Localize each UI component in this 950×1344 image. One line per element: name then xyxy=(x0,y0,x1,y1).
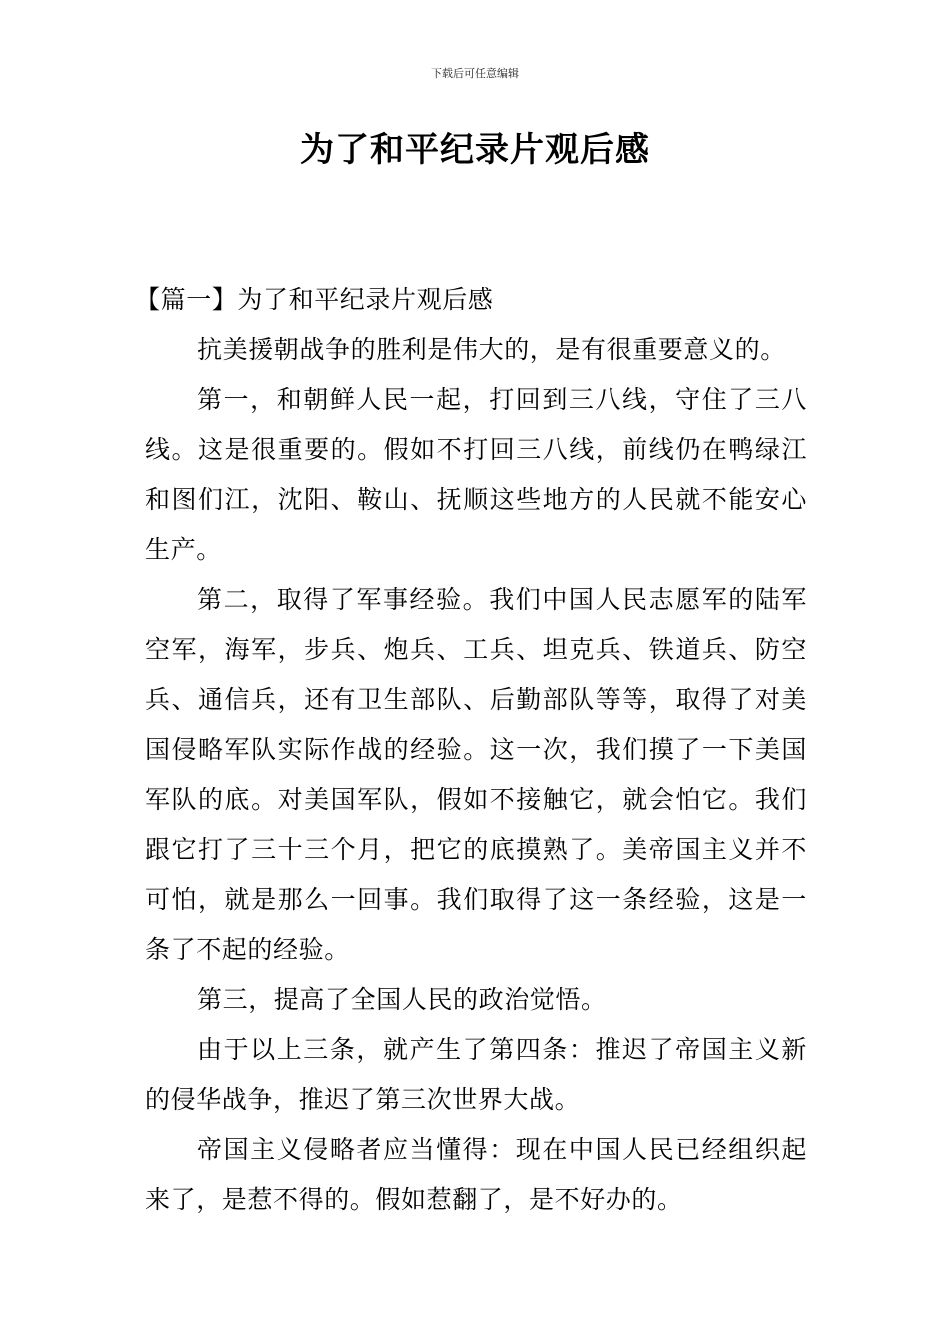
paragraph: 由于以上三条，就产生了第四条：推迟了帝国主义新的侵华战争，推迟了第三次世界大战。 xyxy=(145,1035,807,1114)
document-body xyxy=(135,275,807,1225)
paragraph: 第三，提高了全国人民的政治觉悟。 xyxy=(197,985,607,1014)
section-heading: 【篇一】为了和平纪录片观后感 xyxy=(135,285,494,314)
paragraph: 第二，取得了军事经验。我们中国人民志愿军的陆军空军，海军，步兵、炮兵、工兵、坦克兵、铁道兵、防空兵、通信兵，还有卫生部队、后勤部队等等，取得了对美国侵略军队实际作战的经验。这一次，我们摸了一下美国军队的底。对美国军队，假如不接触它，就会怕它。我们跟它打了三十三个月，把它的底摸熟了。美帝国主义并不可怕，就是那么一回事。我们取得了这一条经验，这是一条了不起的经验。 xyxy=(145,585,807,964)
paragraph: 抗美援朝战争的胜利是伟大的，是有很重要意义的。 xyxy=(197,335,786,364)
header-note: 下载后可任意编辑 xyxy=(431,67,519,80)
document-title: 为了和平纪录片观后感 xyxy=(300,130,650,170)
paragraph: 第一，和朝鲜人民一起，打回到三八线，守住了三八线。这是很重要的。假如不打回三八线，前线仍在鸭绿江和图们江，沈阳、鞍山、抚顺这些地方的人民就不能安心生产。 xyxy=(145,385,807,564)
paragraph: 帝国主义侵略者应当懂得：现在中国人民已经组织起来了，是惹不得的。假如惹翻了，是不好办的。 xyxy=(145,1135,807,1214)
